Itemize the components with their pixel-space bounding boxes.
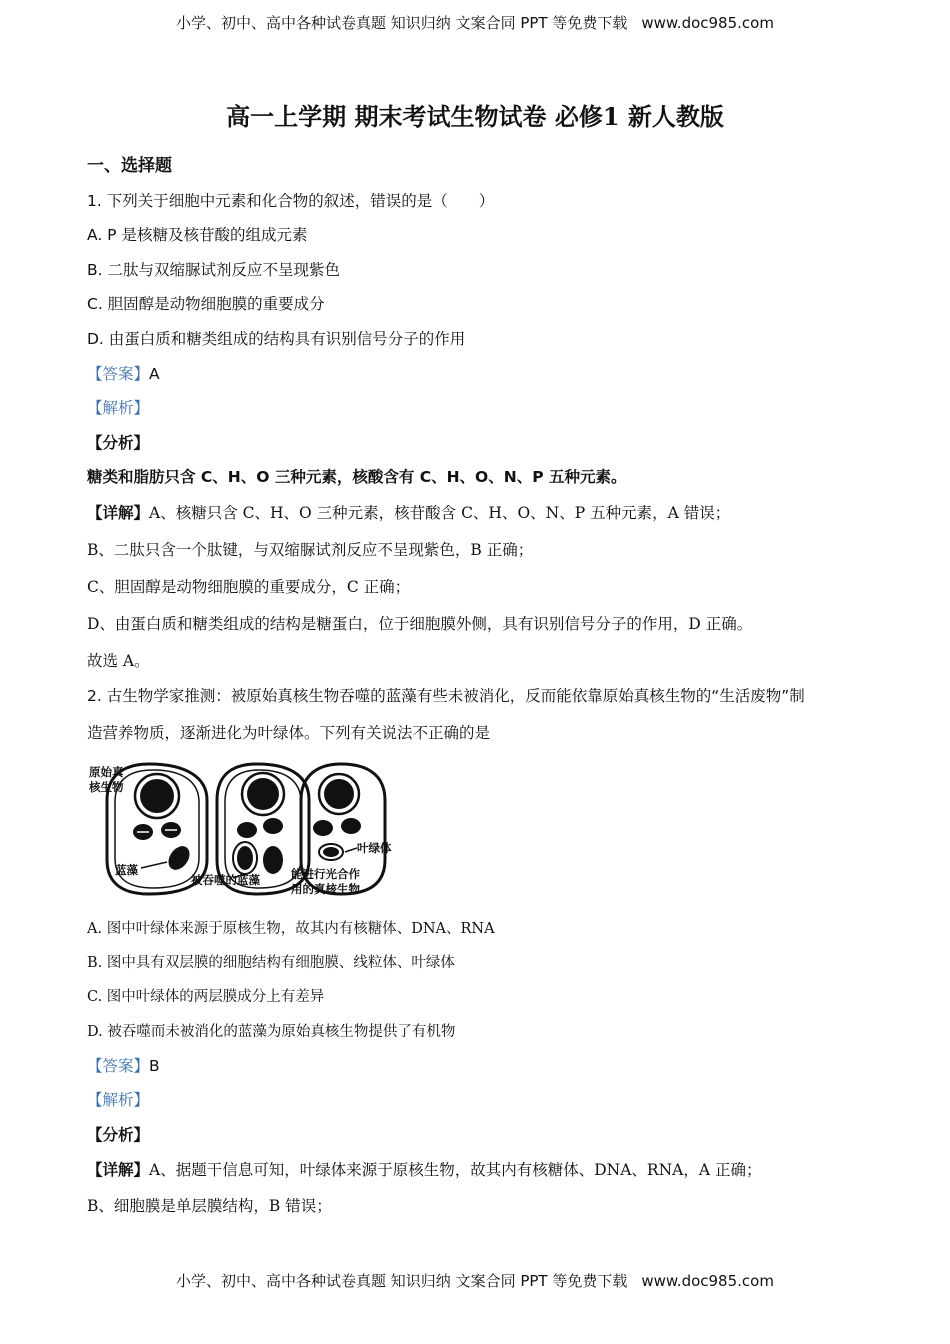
q1-option-c: C. 胆固醇是动物细胞膜的重要成分	[87, 295, 325, 313]
q1-jiexi-tag: 【解析】	[87, 399, 150, 417]
q1-detail-a	[87, 503, 730, 523]
q2-answer-value: B	[149, 1057, 160, 1075]
document-title: 高一上学期 期末考试生物试卷 必修1 新人教版	[226, 102, 724, 131]
q1-detail-b: B、二肽只含一个肽键，与双缩脲试剂反应不呈现紫色，B 正确；	[87, 541, 534, 559]
q1-option-a: A. P 是核糖及核苷酸的组成元素	[87, 226, 308, 244]
cyanobacterium-icon	[164, 842, 194, 874]
label-cyanobacteria: 蓝藻	[115, 863, 138, 877]
q1-stem: 1. 下列关于细胞中元素和化合物的叙述，错误的是（ ）	[87, 192, 495, 210]
q2-detail-b: B、细胞膜是单层膜结构，B 错误；	[87, 1197, 332, 1215]
q2-option-b: B. 图中具有双层膜的细胞结构有细胞膜、线粒体、叶绿体	[87, 955, 455, 971]
q1-analysis: 糖类和脂肪只含 C、H、O 三种元素，核酸含有 C、H、O、N、P 五种元素。	[87, 468, 627, 486]
q1-answer-tag: 【答案】	[87, 365, 150, 383]
header-banner-text: 小学、初中、高中各种试卷真题 知识归纳 文案合同 PPT 等免费下载	[176, 14, 628, 32]
endosymbiosis-diagram	[87, 760, 397, 900]
q2-stem-line2: 造营养物质，逐渐进化为叶绿体。下列有关说法不正确的是	[87, 724, 491, 742]
q2-option-c: C. 图中叶绿体的两层膜成分上有差异	[87, 989, 325, 1005]
q1-option-b: B. 二肽与双缩脲试剂反应不呈现紫色	[87, 261, 340, 279]
header-banner	[0, 12, 950, 33]
label-primitive-line2: 核生物	[89, 780, 124, 794]
chloroplast-icon	[319, 844, 343, 860]
q1-detail-c: C、胆固醇是动物细胞膜的重要成分，C 正确；	[87, 578, 411, 596]
footer-banner-text: 小学、初中、高中各种试卷真题 知识归纳 文案合同 PPT 等免费下载	[176, 1272, 628, 1290]
q2-fenxi-tag: 【分析】	[87, 1126, 150, 1144]
q1-detail-a-text: A、核糖只含 C、H、O 三种元素，核苷酸含 C、H、O、N、P 五种元素，A 错误；	[149, 504, 731, 522]
label-engulfed-cyanobacteria: 被吞噬的蓝藻	[191, 873, 260, 887]
q1-detail-tag: 【详解】	[87, 504, 150, 522]
section-heading: 一、选择题	[87, 156, 172, 176]
q1-answer	[87, 364, 160, 384]
label-chloroplast: 叶绿体	[357, 841, 392, 855]
endosymbiosis-figure	[87, 760, 397, 900]
q2-answer	[87, 1056, 160, 1076]
q2-stem-line1: 2. 古生物学家推测：被原始真核生物吞噬的蓝藻有些未被消化，反而能依靠原始真核生物的“生活废物”制	[87, 687, 805, 705]
q1-detail-d: D、由蛋白质和糖类组成的结构是糖蛋白，位于细胞膜外侧，具有识别信号分子的作用，D 正确。	[87, 615, 753, 633]
q1-answer-value: A	[149, 365, 160, 383]
q2-detail-a-text: A、据题干信息可知，叶绿体来源于原核生物，故其内有核糖体、DNA、RNA，A 正确；	[149, 1161, 762, 1179]
q2-option-d: D. 被吞噬而未被消化的蓝藻为原始真核生物提供了有机物	[87, 1024, 456, 1040]
q1-option-d: D. 由蛋白质和糖类组成的结构具有识别信号分子的作用	[87, 330, 466, 348]
q2-detail-a	[87, 1160, 761, 1180]
footer-banner	[0, 1270, 950, 1291]
q1-conclusion: 故选 A。	[87, 652, 150, 670]
label-photosynthetic-line2: 用的真核生物	[291, 882, 360, 896]
q1-fenxi-tag: 【分析】	[87, 434, 150, 452]
q2-option-a: A. 图中叶绿体来源于原核生物，故其内有核糖体、DNA、RNA	[87, 921, 495, 937]
q2-answer-tag: 【答案】	[87, 1057, 150, 1075]
q2-detail-tag: 【详解】	[87, 1161, 150, 1179]
label-photosynthetic-line1: 能进行光合作	[291, 867, 360, 881]
header-site-link[interactable]: www.doc985.com	[641, 14, 774, 32]
mitochondrion-icon	[161, 822, 181, 838]
mitochondrion-icon	[133, 824, 153, 840]
q2-jiexi-tag: 【解析】	[87, 1091, 150, 1109]
footer-site-link[interactable]: www.doc985.com	[641, 1272, 774, 1290]
label-primitive-line1: 原始真	[89, 765, 124, 779]
